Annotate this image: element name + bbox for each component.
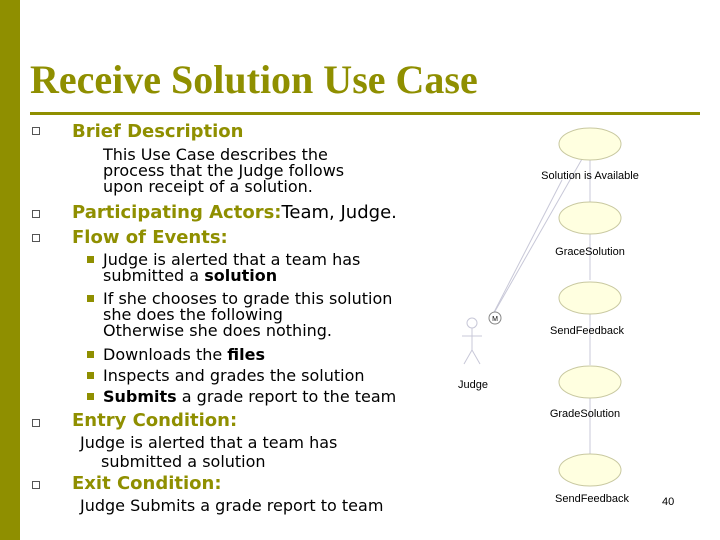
use-case-ellipse [559,366,621,398]
flow-step-line [103,347,265,362]
use-case-diagram [450,120,700,520]
use-case-ellipse [559,128,621,160]
entry-text-line: Judge is alerted that a team has [80,433,338,452]
use-case-ellipse [559,454,621,486]
use-case-label: GradeSolution [549,408,621,420]
use-case-ellipse [559,282,621,314]
flow-heading: Flow of Events: [72,227,228,248]
bullet-small [87,393,94,400]
flow-step-text: submitted a [103,266,205,285]
sidebar-accent-bar [0,0,20,540]
actors-line [72,204,397,222]
use-case-label: SendFeedback [550,325,624,337]
bullet-small [87,256,94,263]
bullet-square [32,210,40,218]
flow-step-bold: Submits [103,387,177,406]
actor-label: Judge [458,379,488,391]
flow-step-line: Inspects and grades the solution [103,366,365,385]
bullet-small [87,295,94,302]
entry-text-line: submitted a solution [101,452,266,471]
bullet-square [32,481,40,489]
brief-text-line: This Use Case describes the [103,145,328,164]
flow-step-bold: solution [204,266,278,285]
exit-text-line: Judge Submits a grade report to team [80,496,384,515]
page-number: 40 [662,496,675,508]
brief-text-line: upon receipt of a solution. [103,177,313,196]
actors-value: Team, Judge. [281,202,397,223]
exit-heading: Exit Condition: [72,473,222,494]
actors-heading: Participating Actors: [72,202,282,223]
bullet-square [32,127,40,135]
entry-heading: Entry Condition: [72,410,238,431]
use-case-label: GraceSolution [555,246,625,258]
association-line [490,180,562,320]
use-case-label: SendFeedback [555,493,629,505]
actor-marker-label: M [492,316,498,323]
flow-step-line [103,389,396,404]
slide-title: Receive Solution Use Case [30,57,478,102]
flow-step-text: a grade report to the team [176,387,397,406]
title-underline [30,112,700,115]
bullet-small [87,372,94,379]
actor-stick-figure [462,318,482,364]
brief-text-line: process that the Judge follows [103,161,345,180]
flow-step-line: Judge is alerted that a team has [103,250,361,269]
flow-step-line: she does the following [103,305,283,324]
flow-step-line: Otherwise she does nothing. [103,321,333,340]
flow-step-bold: files [227,345,266,364]
bullet-square [32,234,40,242]
bullet-square [32,419,40,427]
bullet-small [87,351,94,358]
flow-step-line [103,268,277,283]
use-case-label: Solution is Available [541,170,639,182]
flow-step-text: Downloads the [103,345,228,364]
flow-step-line: If she chooses to grade this solution [103,289,393,308]
use-case-ellipse [559,202,621,234]
brief-heading: Brief Description [72,121,244,142]
